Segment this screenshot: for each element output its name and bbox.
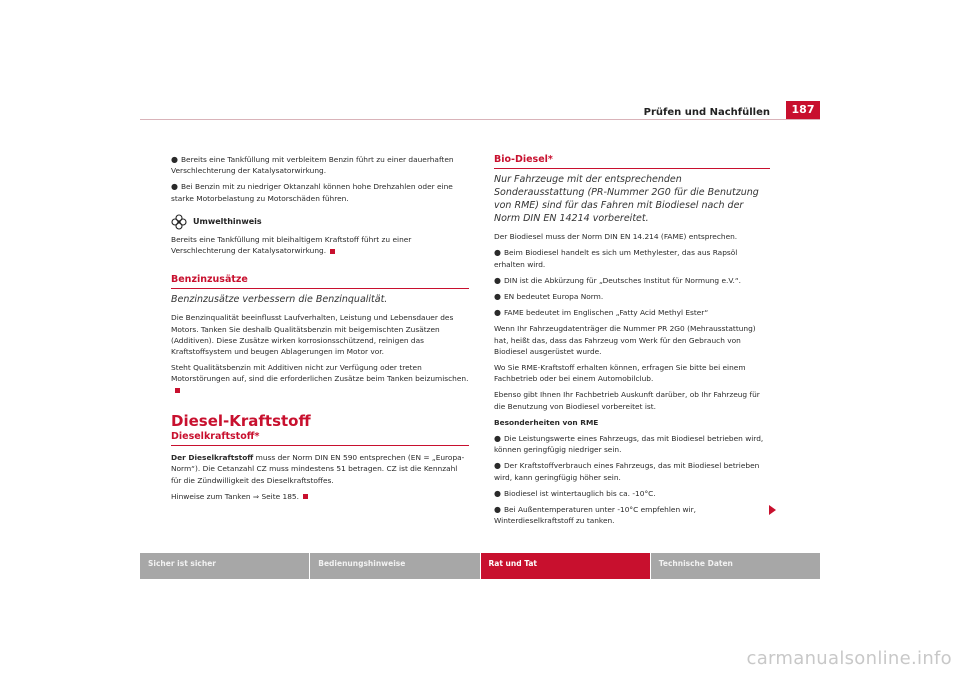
list-item: ● DIN ist die Abkürzung für „Deutsches Institut für Normung e.V.“. — [494, 275, 741, 285]
subheading: Besonderheiten von RME — [494, 417, 599, 427]
list-item: ● Bei Benzin mit zu niedriger Oktanzahl können hohe Drehzahlen oder eine starke Motorbelastung zu Motorschäden führen. — [171, 182, 453, 203]
paragraph: Steht Qualitätsbenzin mit Additiven nicht zur Verfügung oder treten Motorstörungen auf, sind die erforderlichen Zusätze beim Tanken beizumischen. — [171, 362, 469, 396]
flower-icon — [171, 214, 187, 230]
paragraph: Die Benzinqualität beeinflusst Laufverhalten, Leistung und Lebensdauer des Motors. Tanken Sie deshalb Qualitätsbenzin mit beigemischten Zusätzen (Additiven). Diese Zusätze wirken korrosionsschützend, reinigen das Kraftstoffsystem und beugen Ablagerungen im Motor vor. — [171, 313, 454, 357]
paragraph: Ebenso gibt Ihnen Ihr Fachbetrieb Auskunft darüber, ob Ihr Fahrzeug für die Benutzung von Biodiesel vorbereitet ist. — [494, 390, 760, 411]
environment-note-header — [171, 214, 469, 230]
list-item: ● FAME bedeutet im Englischen „Fatty Acid Methyl Ester“ — [494, 308, 709, 318]
footer-tab-bedienung[interactable]: Bedienungshinweise — [310, 553, 479, 579]
footer-tab-technische-daten[interactable]: Technische Daten — [651, 553, 820, 579]
environment-note-text: Bereits eine Tankfüllung mit bleihaltigem Kraftstoff führt zu einer Verschlechterung der Katalysatorwirkung. — [171, 234, 412, 256]
section-title-biodiesel: Bio-Diesel* — [494, 154, 770, 169]
list-item: ● Biodiesel ist wintertauglich bis ca. -10°C. — [494, 488, 656, 498]
end-mark-icon — [175, 388, 180, 393]
left-column — [171, 154, 469, 507]
paragraph: Der Biodiesel muss der Norm DIN EN 14.214 (FAME) entsprechen. — [494, 232, 738, 242]
right-column — [494, 154, 770, 531]
footer-tab-sicher[interactable]: Sicher ist sicher — [140, 553, 309, 579]
footer-tab-rat-und-tat[interactable]: Rat und Tat — [481, 553, 650, 579]
chapter-title-diesel: Diesel-Kraftstoff — [171, 411, 311, 430]
list-item: ● Beim Biodiesel handelt es sich um Methylester, das aus Rapsöl erhalten wird. — [494, 248, 738, 269]
next-page-arrow-icon[interactable] — [769, 505, 776, 515]
paragraph: Der Dieselkraftstoff muss der Norm DIN EN 590 entsprechen (EN = „Europa-Norm“). Die Cetanzahl CZ muss mindestens 51 betragen. CZ ist die Kennzahl für die Zündwilligkeit des Dieselkraftstoffes. — [171, 453, 465, 485]
page-number: 187 — [786, 101, 820, 119]
list-item: ● Bei Außentemperaturen unter -10°C empfehlen wir, Winterdieselkraftstoff zu tanken. — [494, 505, 696, 526]
watermark: carmanualsonline.info — [746, 648, 952, 669]
paragraph: Wo Sie RME-Kraftstoff erhalten können, erfragen Sie bitte bei einem Fachbetrieb oder bei einem Automobilclub. — [494, 363, 746, 384]
footer-nav — [140, 553, 820, 579]
header-rule — [140, 119, 820, 120]
list-item: ● EN bedeutet Europa Norm. — [494, 292, 604, 302]
section-subtitle: Benzinzusätze verbessern die Benzinqualität. — [171, 294, 388, 306]
end-mark-icon — [303, 494, 308, 499]
list-item: ● Die Leistungswerte eines Fahrzeugs, das mit Biodiesel betrieben wird, können geringfügig niedriger sein. — [494, 434, 764, 455]
section-subtitle: Nur Fahrzeuge mit der entsprechenden Sonderausstattung (PR-Nummer 2G0 für die Benutzung von RME) sind für das Fahren mit Biodiesel nach der Norm DIN EN 14214 vorbereitet. — [494, 174, 759, 225]
environment-note-label: Umwelthinweis — [193, 217, 262, 227]
list-item: ● Bereits eine Tankfüllung mit verbleitem Benzin führt zu einer dauerhaften Verschlechterung der Katalysatorwirkung. — [171, 155, 454, 176]
paragraph-reference[interactable]: Hinweise zum Tanken ⇒ Seite 185. — [171, 491, 469, 502]
section-title-dieselkraftstoff: Dieselkraftstoff* — [171, 431, 469, 446]
paragraph: Wenn Ihr Fahrzeugdatenträger die Nummer PR 2G0 (Mehrausstattung) hat, heißt das, dass das Fahrzeug vom Werk für den Gebrauch von Biodiesel ausgerüstet wurde. — [494, 324, 756, 356]
list-item: ● Der Kraftstoffverbrauch eines Fahrzeugs, das mit Biodiesel betrieben wird, kann geringfügig höher sein. — [494, 461, 760, 482]
end-mark-icon — [330, 249, 335, 254]
section-title-benzinzusaetze: Benzinzusätze — [171, 274, 469, 289]
page-header-title: Prüfen und Nachfüllen — [643, 107, 770, 118]
